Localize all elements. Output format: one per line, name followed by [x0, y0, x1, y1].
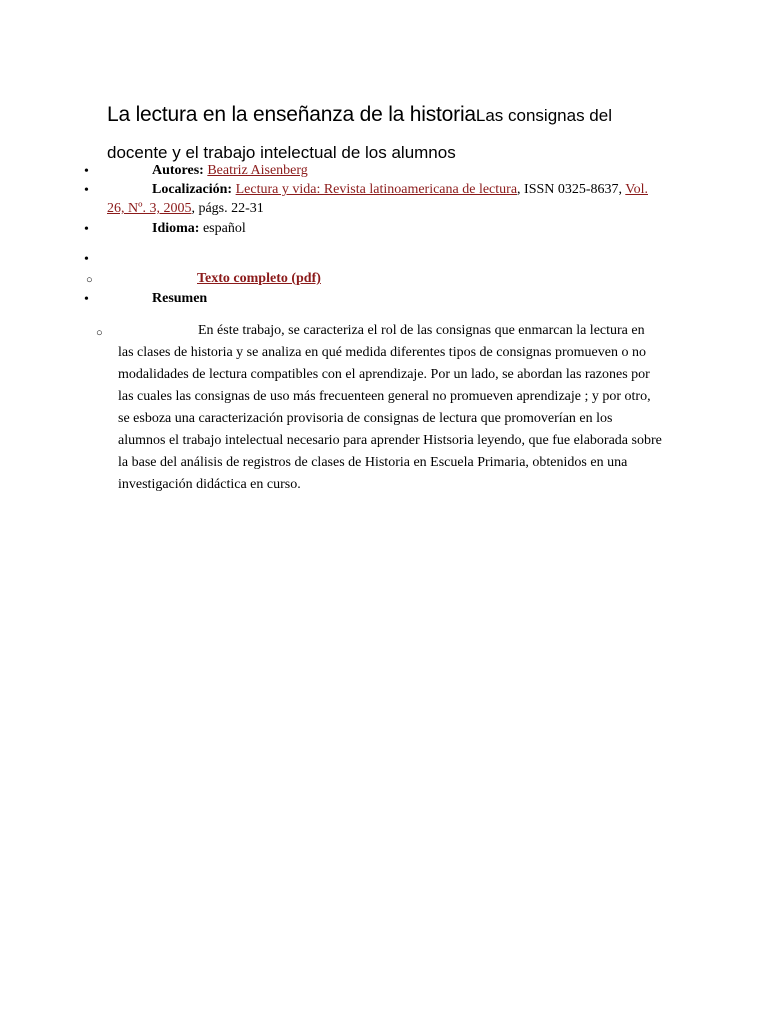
language-row	[152, 219, 246, 238]
subtitle-part-1: Las consignas del	[475, 106, 612, 125]
title-main: La lectura en la enseñanza de la historia	[107, 103, 476, 126]
bullet-empty	[84, 250, 89, 269]
issn-text: , ISSN 0325-8637,	[517, 182, 626, 197]
summary-label: Resumen	[152, 291, 208, 306]
location-row-continued	[107, 199, 264, 218]
language-value: español	[202, 221, 246, 236]
fulltext-pdf-link[interactable]: Texto completo (pdf)	[197, 271, 321, 286]
summary-label-row	[152, 289, 207, 308]
journal-link[interactable]: Lectura y vida: Revista latinoamericana de lectura	[235, 182, 518, 197]
location-label: Localización:	[152, 182, 233, 197]
volume-link-part-1[interactable]: Vol.	[625, 182, 648, 197]
location-row	[152, 180, 652, 199]
bullet-summary	[84, 290, 89, 309]
authors-label: Autores:	[152, 163, 204, 178]
language-label: Idioma:	[152, 221, 200, 236]
authors-row	[152, 161, 308, 180]
bullet-authors	[84, 162, 89, 181]
bullet-location	[84, 181, 89, 200]
summary-text: En éste trabajo, se caracteriza el rol de las consignas que enmarcan la lectura en las clases de historia y se analiza en qué medida diferentes tipos de consignas promueven o no modalidades de lectura compatibles con el aprendizaje. Por un lado, se abordan las razones por las cuales las consignas de uso más frecuenteen general no promueven aprendizaje ; y por otro, se esboza una caracterización provisoria de consignas de lectura que promoverían en los alumnos el trabajo intelectual necesario para aprender Histsoria leyendo, que fue elaborada sobre la base del análisis de registros de clases de Historia en Escuela Primaria, obtenidos en una investigación didáctica en curso.	[118, 323, 662, 492]
sub-bullet-fulltext	[86, 270, 93, 290]
author-link[interactable]: Beatriz Aisenberg	[207, 163, 308, 178]
pages-text: , págs. 22-31	[191, 201, 264, 216]
subtitle-part-2: docente y el trabajo intelectual de los alumnos	[107, 143, 456, 162]
fulltext-row	[197, 269, 321, 288]
bullet-language	[84, 220, 89, 239]
volume-link-part-2[interactable]: 26, Nº. 3, 2005	[107, 201, 192, 216]
sub-bullet-summary	[96, 323, 103, 343]
